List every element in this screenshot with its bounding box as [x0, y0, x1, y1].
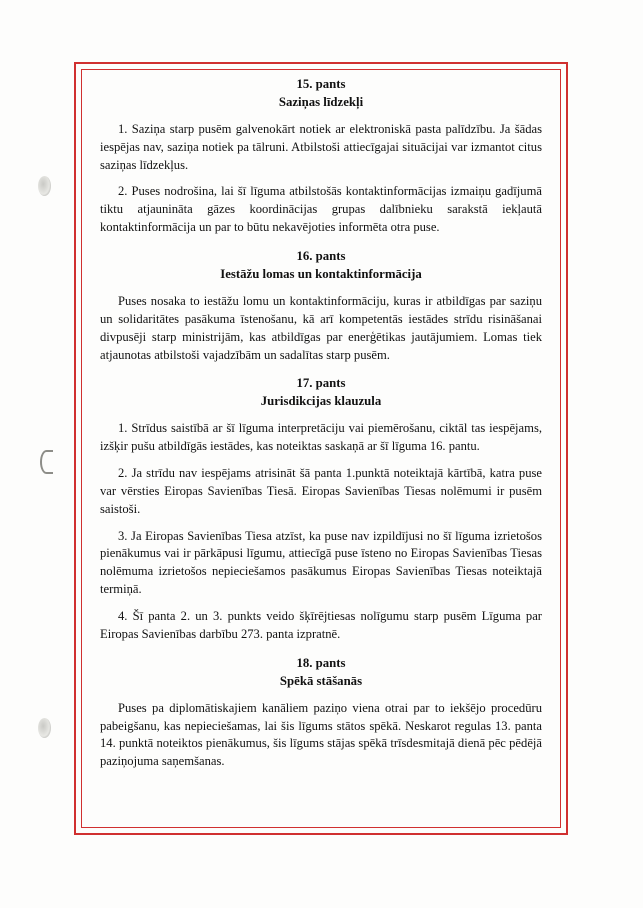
- paragraph: 4. Šī panta 2. un 3. punkts veido šķīrējtiesas nolīgumu starp pusēm Līguma par Eiropas Savienības darbību 273. panta izpratnē.: [100, 609, 542, 641]
- article-section-15: [100, 76, 542, 237]
- paragraph: Puses nosaka to iestāžu lomu un kontaktinformāciju, kuras ir atbildīgas par saziņu un solidaritātes pasākuma īstenošanu, kā arī kompetentās iestādes strīdu risināšanai divpusēji starp ministrijām, kas atbildīgas par enerģētikas jautājumiem. Lomas tiek atjaunotas atbilstoši vajadzībām un sadalītas starp pusēm.: [100, 293, 542, 362]
- article-section-18: [100, 655, 542, 771]
- article-section-17: [100, 375, 542, 643]
- article-title: Spēkā stāšanās: [279, 673, 363, 688]
- paragraph: 2. Ja strīdu nav iespējams atrisināt šā panta 1.punktā noteiktajā kārtībā, katra puse var vērsties Eiropas Savienības Tiesā. Eiropas Savienības Tiesas nolēmumi ir pusēm saistoši.: [100, 465, 542, 516]
- article-section-16: [100, 248, 542, 364]
- punch-hole-top: [38, 176, 51, 196]
- paragraph: 1. Strīdus saistībā ar šī līguma interpretāciju vai piemērošanu, ciktāl tas iespējams, izšķir pušu atbildīgās iestādes, kas noteiktas saskaņā ar šī līguma 16. pantu.: [100, 421, 542, 454]
- article-heading: 17. pants: [296, 376, 346, 391]
- paragraph: 2. Puses nodrošina, lai šī līguma atbilstošās kontaktinformācijas izmaiņu gadījumā tiktu atjaunināta gāzes koordinācijas grupas dalībnieku sarakstā iekļautā kontaktinformācija un par to būtu nekavējoties informēta otra puse.: [100, 184, 542, 235]
- article-title: Saziņas līdzekļi: [278, 94, 364, 109]
- paragraph: 1. Saziņa starp pusēm galvenokārt notiek ar elektroniskā pasta palīdzību. Ja šādas iespējas nav, saziņa notiek pa tālruni. Atbilstoši attiecīgajai situācijai var izmantot citus saziņas līdzekļus.: [100, 121, 542, 172]
- article-title: Iestāžu lomas un kontaktinformācija: [220, 266, 422, 281]
- paragraph: Puses pa diplomātiskajiem kanāliem paziņo viena otrai par to iekšējo procedūru pabeigšanu, kas nepieciešamas, lai šis līgums stātos spēkā. Neskarot regulas 13. panta 14. punktā noteiktos pienākumus, šis līgums stājas spēkā trīsdesmitajā dienā pēc pēdējā paziņojuma saņemšanas.: [100, 700, 542, 769]
- punch-hole-bottom: [38, 718, 51, 738]
- article-heading: 15. pants: [296, 77, 346, 91]
- document-body: [88, 76, 554, 821]
- article-heading: 18. pants: [296, 655, 346, 670]
- punch-hole-middle: [38, 450, 51, 470]
- paragraph: 3. Ja Eiropas Savienības Tiesa atzīst, ka puse nav izpildījusi no šī līguma izrietošos pienākumus vai ir pārkāpusi līgumu, attiecīgā puse īsteno no Eiropas Savienības Tiesas nolēmuma izrietošos nepieciešamos pasākumus Eiropas Savienības Tiesas noteiktajā termiņā.: [100, 528, 542, 597]
- article-title: Jurisdikcijas klauzula: [260, 394, 382, 409]
- article-heading: 16. pants: [296, 249, 346, 264]
